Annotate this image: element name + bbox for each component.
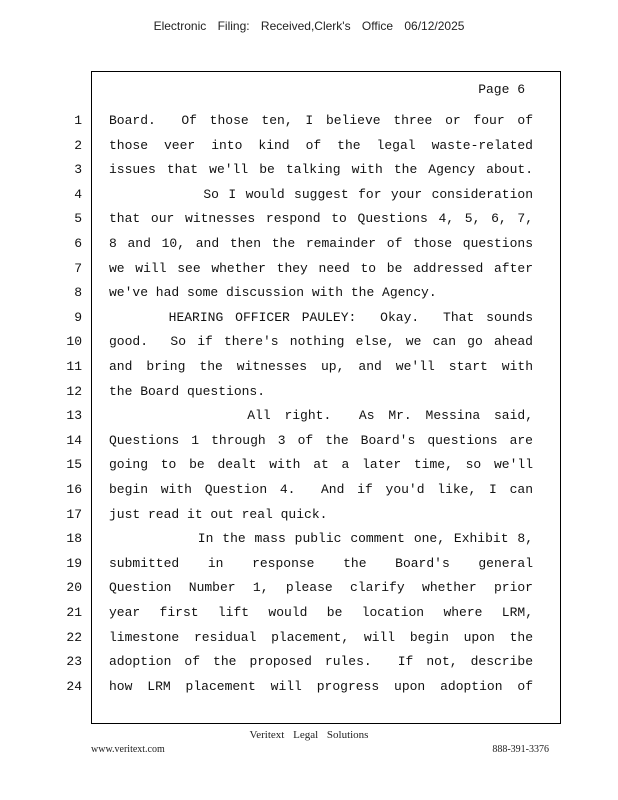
transcript-line: Questions 1 through 3 of the Board's questions are xyxy=(109,432,533,448)
line-number: 18 xyxy=(66,531,82,547)
transcript-line: All right. As Mr. Messina said, xyxy=(109,408,533,424)
transcript-line: and bring the witnesses up, and we'll start with xyxy=(109,359,533,374)
line-number: 19 xyxy=(66,555,82,571)
transcript-line: In the mass public comment one, Exhibit 8, xyxy=(109,531,533,547)
line-number: 17 xyxy=(66,506,82,522)
line-number: 24 xyxy=(66,678,82,694)
footer-phone: 888-391-3376 xyxy=(492,744,549,755)
line-number: 11 xyxy=(66,359,82,374)
line-number: 5 xyxy=(74,211,82,227)
transcript-line: going to be dealt with at a later time, so we'll xyxy=(109,457,533,473)
footer-company: Veritext Legal Solutions xyxy=(249,729,369,741)
transcript-line: 8 and 10, and then the remainder of those questions xyxy=(109,236,533,251)
line-number: 21 xyxy=(66,605,82,620)
line-number: 14 xyxy=(66,432,82,448)
line-number: 13 xyxy=(66,408,82,424)
footer-website: www.veritext.com xyxy=(91,744,165,755)
transcript-line: the Board questions. xyxy=(109,383,266,399)
line-number: 3 xyxy=(74,162,82,178)
filing-stamp: Electronic Filing: Received,Clerk's Office 06/12/2025 xyxy=(153,19,465,33)
line-number: 9 xyxy=(74,309,82,325)
line-number: 23 xyxy=(66,654,82,670)
transcript-line: Board. Of those ten, I believe three or four of xyxy=(109,113,533,128)
line-number: 16 xyxy=(66,482,82,497)
line-number: 2 xyxy=(74,137,82,153)
line-number: 12 xyxy=(66,383,82,399)
line-number: 4 xyxy=(74,186,82,202)
transcript-line: limestone residual placement, will begin upon the xyxy=(109,629,533,645)
line-number: 20 xyxy=(66,580,82,596)
line-number: 8 xyxy=(74,285,82,301)
transcript-line: how LRM placement will progress upon adoption of xyxy=(109,678,533,694)
transcript-line: So I would suggest for your consideration xyxy=(109,186,533,202)
transcript-line: year first lift would be location where LRM, xyxy=(109,605,533,620)
transcript-line: just read it out real quick. xyxy=(109,506,328,522)
line-number: 22 xyxy=(66,629,82,645)
transcript-line: Question Number 1, please clarify whether prior xyxy=(109,580,533,596)
transcript-line: submitted in response the Board's general xyxy=(109,555,533,571)
line-number: 1 xyxy=(74,113,82,128)
line-number: 6 xyxy=(74,236,82,251)
transcript-line: those veer into kind of the legal waste-related xyxy=(109,137,533,153)
transcript-line: issues that we'll be talking with the Agency about. xyxy=(109,162,533,178)
transcript-line: adoption of the proposed rules. If not, describe xyxy=(109,654,533,670)
transcript-line: HEARING OFFICER PAULEY: Okay. That sounds xyxy=(109,309,533,325)
line-number: 7 xyxy=(74,260,82,276)
page-number: Page 6 xyxy=(478,82,525,97)
transcript-line: we've had some discussion with the Agency. xyxy=(109,285,437,301)
transcript-line: good. So if there's nothing else, we can go ahead xyxy=(109,334,533,350)
line-number: 15 xyxy=(66,457,82,473)
transcript-line: that our witnesses respond to Questions 4, 5, 6, 7, xyxy=(109,211,533,227)
line-number: 10 xyxy=(66,334,82,350)
transcript-line: begin with Question 4. And if you'd like, I can xyxy=(109,482,533,497)
transcript-line: we will see whether they need to be addressed after xyxy=(109,260,533,276)
